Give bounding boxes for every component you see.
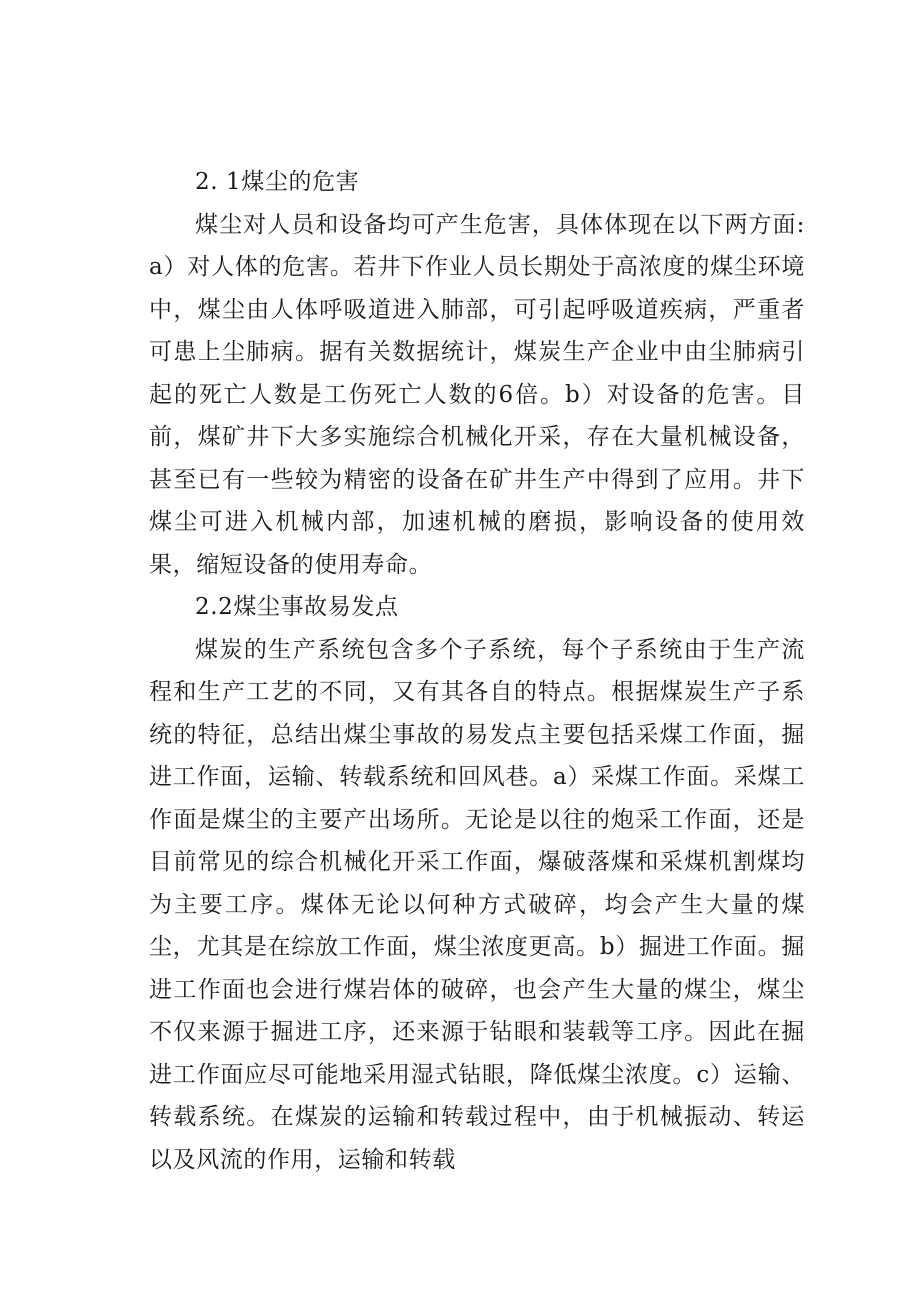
section-heading-2-2: 2.2煤尘事故易发点 — [195, 594, 399, 620]
document-body — [149, 161, 805, 1181]
section-heading-2-1: 2. 1煤尘的危害 — [195, 169, 360, 195]
section-paragraph-2-1: 煤尘对人员和设备均可产生危害，具体体现在以下两方面: a）对人体的危害。若井下作业人员长期处于高浓度的煤尘环境中，煤尘由人体呼吸道进入肺部，可引起呼吸道疾病，严重者可患上尘肺病。据有关数据统计，煤炭生产企业中由尘肺病引起的死亡人数是工伤死亡人数的6倍。b）对设备的危害。目前，煤矿井下大多实施综合机械化开采，存在大量机械设备，甚至已有一些较为精密的设备在矿井生产中得到了应用。井下煤尘可进入机械内部，加速机械的磨损，影响设备的使用效果，缩短设备的使用寿命。 — [149, 211, 805, 578]
section-paragraph-2-2: 煤炭的生产系统包含多个子系统，每个子系统由于生产流程和生产工艺的不同，又有其各自的特点。根据煤炭生产子系统的特征，总结出煤尘事故的易发点主要包括采煤工作面，掘进工作面，运输、转载系统和回风巷。a）采煤工作面。采煤工作面是煤尘的主要产出场所。无论是以往的炮采工作面，还是目前常见的综合机械化开采工作面，爆破落煤和采煤机割煤均为主要工序。煤体无论以何种方式破碎，均会产生大量的煤尘，尤其是在综放工作面，煤尘浓度更高。b）掘进工作面。掘进工作面也会进行煤岩体的破碎，也会产生大量的煤尘，煤尘不仅来源于掘进工序，还来源于钻眼和装载等工序。因此在掘进工作面应尽可能地采用湿式钻眼，降低煤尘浓度。c）运输、转载系统。在煤炭的运输和转载过程中，由于机械振动、转运以及风流的作用，运输和转载 — [149, 636, 805, 1173]
